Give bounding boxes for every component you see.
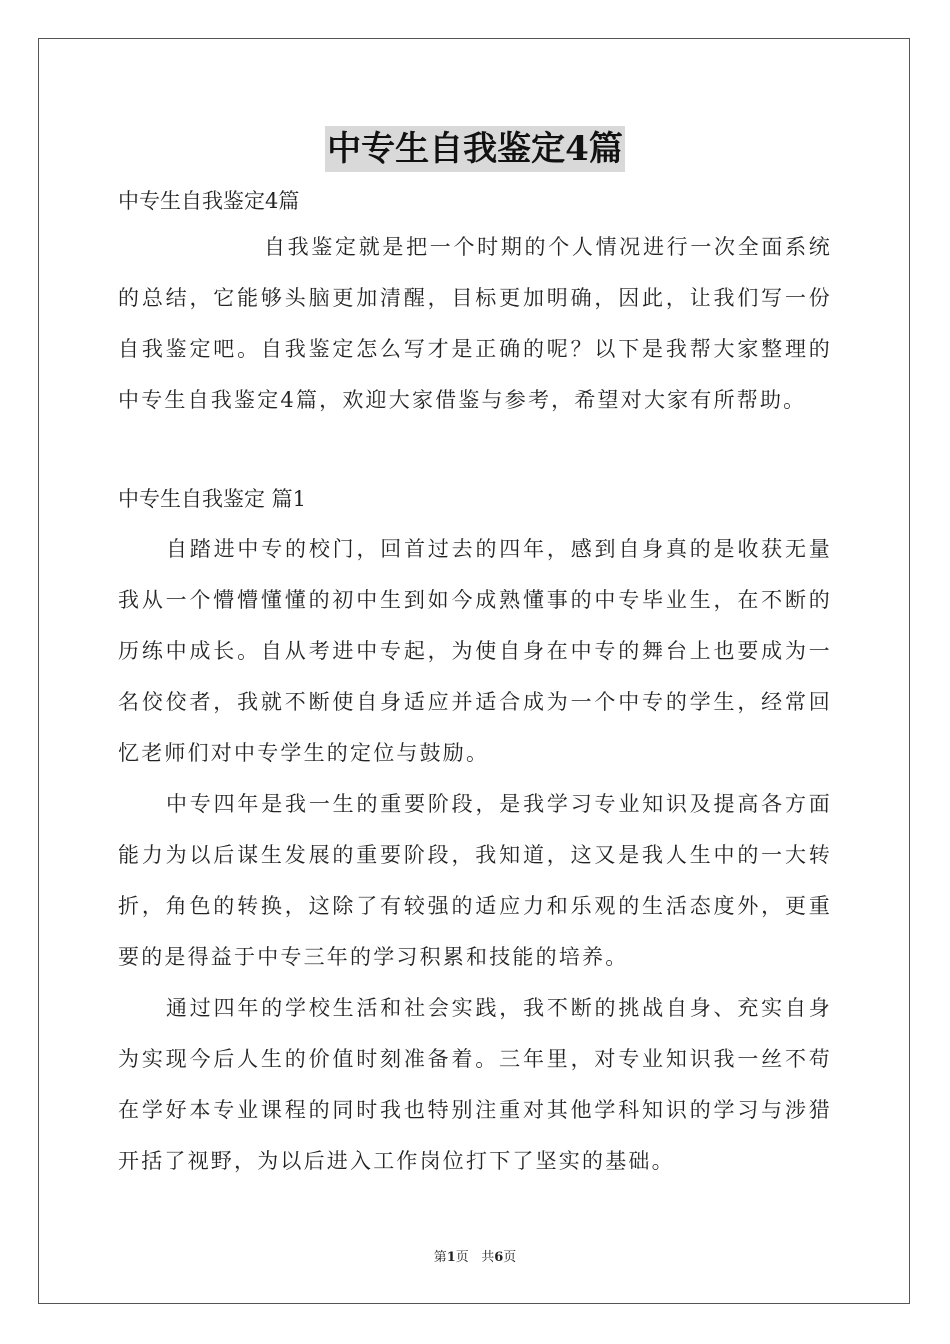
body-paragraph-3: 通过四年的学校生活和社会实践，我不断的挑战自身、充实自身为实现今后人生的价值时刻准备着。三年里，对专业知识我一丝不苟在学好本专业课程的同时我也特别注重对其他学科知识的学习与涉猎开括了视野，为以后进入工作岗位打下了坚实的基础。	[118, 996, 832, 1173]
footer-page-prefix: 第	[433, 1250, 447, 1265]
body-paragraph-1: 自踏进中专的校门，回首过去的四年，感到自身真的是收获无量我从一个懵懵懂懂的初中生到如今成熟懂事的中专毕业生，在不断的历练中成长。自从考进中专起，为使自身在中专的舞台上也要成为一名佼佼者，我就不断使自身适应并适合成为一个中专的学生，经常回忆老师们对中专学生的定位与鼓励。	[118, 537, 832, 765]
footer-total-pages: 6	[494, 1250, 504, 1265]
section-body	[118, 524, 832, 1187]
footer-total-suffix: 页	[503, 1250, 517, 1265]
intro-block	[118, 222, 832, 426]
document-subtitle: 中专生自我鉴定4篇	[118, 189, 300, 213]
footer-page-number: 1	[446, 1250, 456, 1265]
document-title: 中专生自我鉴定4篇	[325, 126, 625, 172]
footer-total-prefix: 共	[481, 1250, 495, 1265]
page-footer	[0, 1246, 950, 1265]
footer-page-suffix: 页	[455, 1250, 469, 1265]
section-heading: 中专生自我鉴定 篇1	[118, 487, 307, 511]
title-wrapper	[0, 126, 950, 172]
intro-paragraph: 自我鉴定就是把一个时期的个人情况进行一次全面系统的总结，它能够头脑更加清醒，目标更加明确，因此，让我们写一份自我鉴定吧。自我鉴定怎么写才是正确的呢？以下是我帮大家整理的中专生自我鉴定4篇，欢迎大家借鉴与参考，希望对大家有所帮助。	[118, 235, 832, 412]
body-paragraph-2: 中专四年是我一生的重要阶段，是我学习专业知识及提高各方面能力为以后谋生发展的重要阶段，我知道，这又是我人生中的一大转折，角色的转换，这除了有较强的适应力和乐观的生活态度外，更重要的是得益于中专三年的学习积累和技能的培养。	[118, 792, 832, 969]
